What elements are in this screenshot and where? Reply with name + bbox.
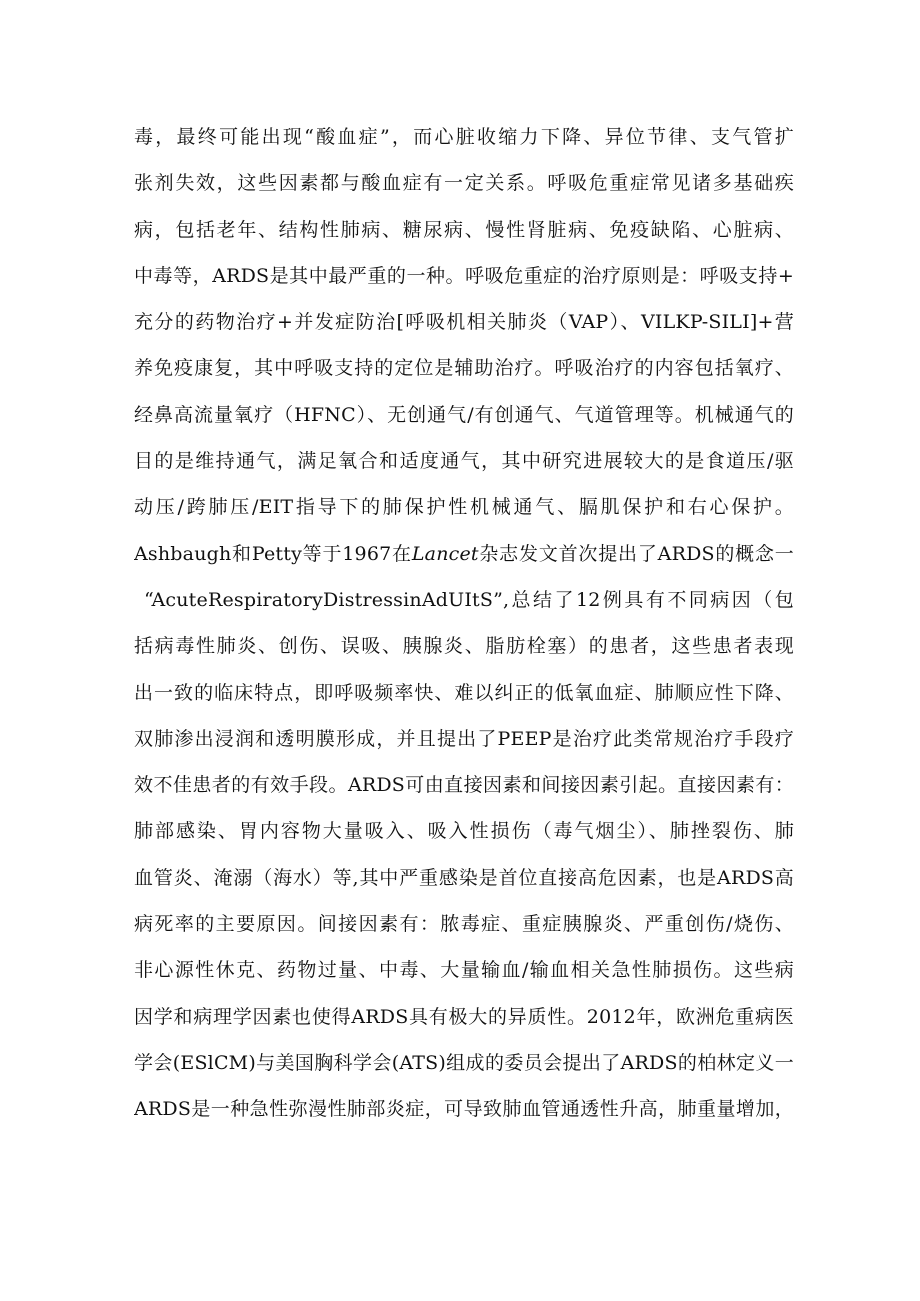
text-line-8: 目的是维持通气，满足氧合和适度通气，其中研究进展较大的是食道压/驱 [134,450,794,473]
text-line-15: 效不佳患者的有效手段。ARDS可由直接因素和间接因素引起。直接因素有： [134,774,794,797]
text-line-20: 因学和病理学因素也使得ARDS具有极大的异质性。2012年，欧洲危重病医 [134,1005,794,1028]
text-line-7: 经鼻高流量氧疗（HFNC）、无创通气/有创通气、气道管理等。机械通气的 [134,403,794,426]
text-line-3: 病，包括老年、结构性肺病、糖尿病、慢性肾脏病、免疫缺陷、心脏病、 [134,218,794,241]
text-line-18: 病死率的主要原因。间接因素有：脓毒症、重症胰腺炎、严重创伤/烧伤、 [134,913,794,936]
text-line-13: 出一致的临床特点，即呼吸频率快、难以纠正的低氧血症、肺顺应性下降、 [134,681,794,704]
text-line-1: 毒，最终可能出现“酸血症”，而心脏收缩力下降、异位节律、支气管扩 [134,126,794,148]
text-line-5: 充分的药物治疗+并发症防治[呼吸机相关肺炎（VAP）、VILKP-SILI]+营 [134,311,794,334]
text-line-11: “AcuteRespiratoryDistressinAdUItS”,总结了12例具有不同病因（包 [144,588,794,611]
journal-name-lancet: Lancet [411,542,479,565]
text-line-22: ARDS是一种急性弥漫性肺部炎症，可导致肺血管通透性升高，肺重量增加， [134,1098,794,1121]
text-line-4: 中毒等，ARDS是其中最严重的一种。呼吸危重症的治疗原则是：呼吸支持+ [134,264,794,287]
text-line-16: 肺部感染、胃内容物大量吸入、吸入性损伤（毒气烟尘）、肺挫裂伤、肺 [134,820,794,843]
line-10-before: Ashbaugh和Petty等于1967在 [134,542,412,565]
text-line-9: 动压/跨肺压/EIT指导下的肺保护性机械通气、膈肌保护和右心保护。 [134,496,794,519]
text-line-12: 括病毒性肺炎、创伤、误吸、胰腺炎、脂肪栓塞）的患者，这些患者表现 [134,635,794,658]
text-line-10 [134,531,794,577]
text-line-17: 血管炎、淹溺（海水）等,其中严重感染是首位直接高危因素，也是ARDS高 [134,866,794,889]
text-line-2: 张剂失效，这些因素都与酸血症有一定关系。呼吸危重症常见诸多基础疾 [134,172,794,195]
text-line-14: 双肺渗出浸润和透明膜形成，并且提出了PEEP是治疗此类常规治疗手段疗 [134,727,794,750]
body-text [134,114,794,1133]
text-line-19: 非心源性休克、药物过量、中毒、大量输血/输血相关急性肺损伤。这些病 [134,959,794,982]
text-line-6: 养免疫康复，其中呼吸支持的定位是辅助治疗。呼吸治疗的内容包括氧疗、 [134,357,794,380]
text-line-21: 学会(ESlCM)与美国胸科学会(ATS)组成的委员会提出了ARDS的柏林定义一 [134,1051,794,1074]
line-10-after: 杂志发文首次提出了ARDS的概念一 [478,542,794,565]
